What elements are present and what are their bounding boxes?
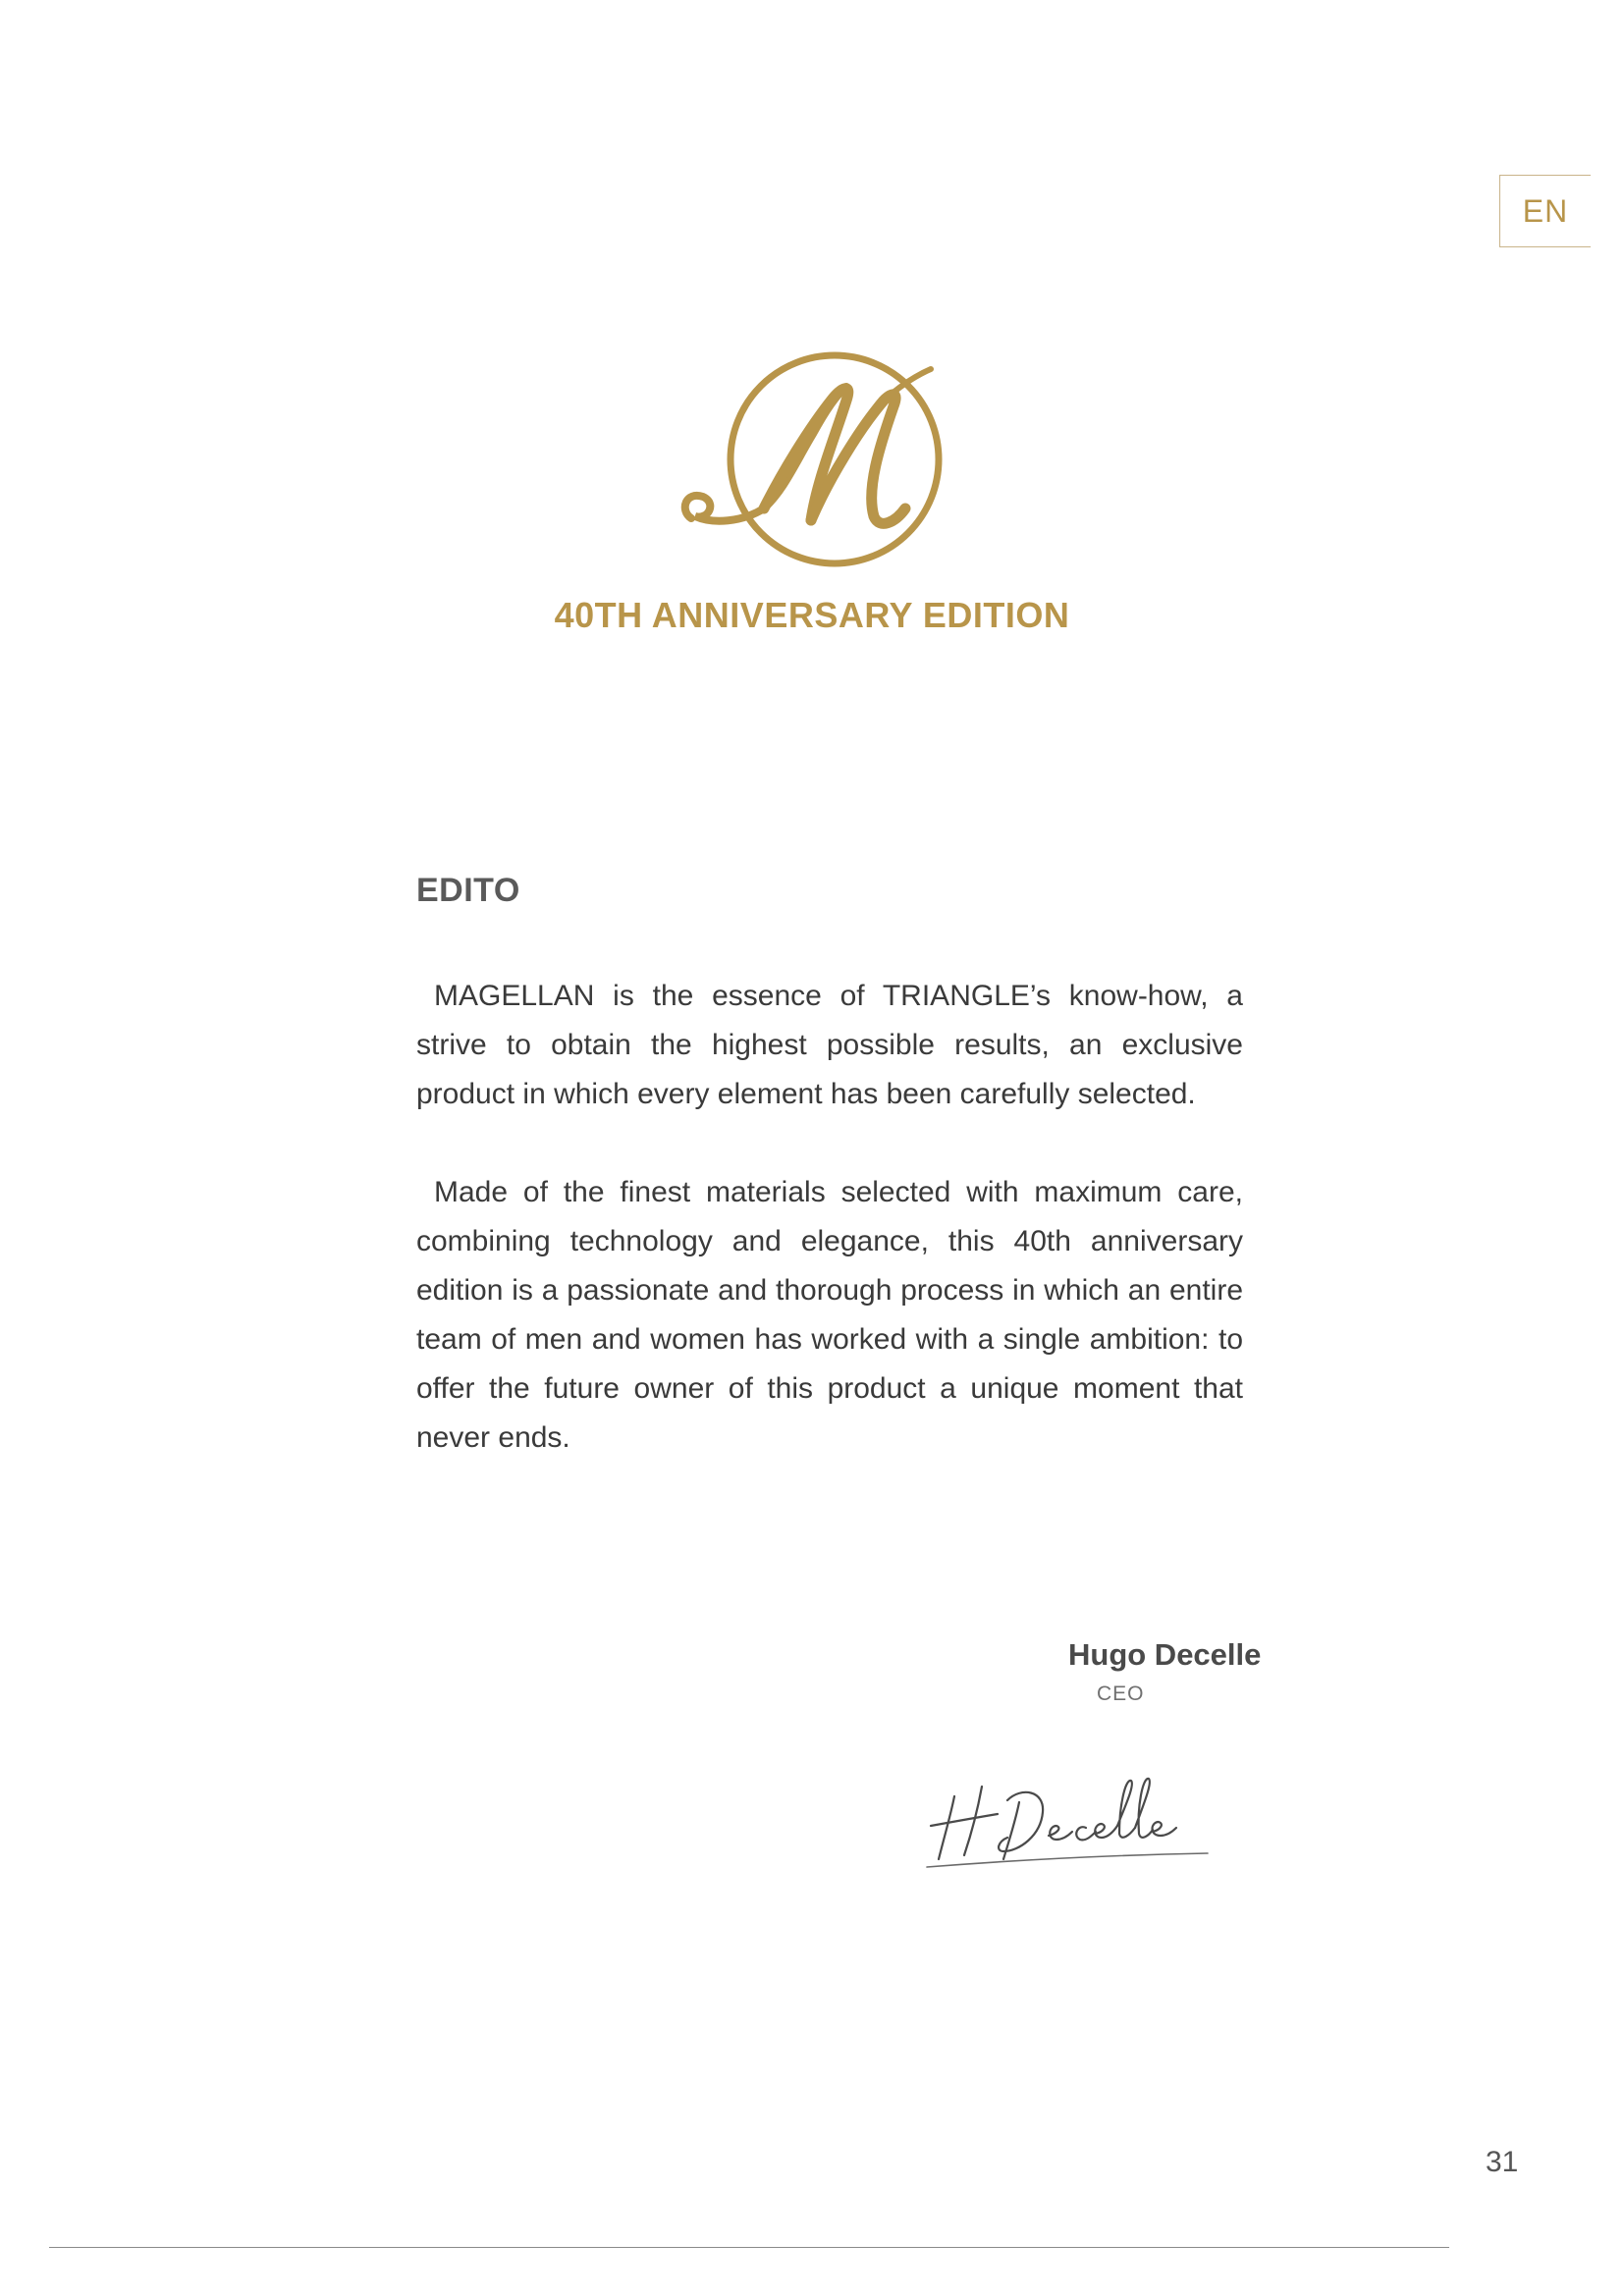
edition-title: 40TH ANNIVERSARY EDITION (554, 595, 1070, 635)
language-tag: EN (1499, 175, 1591, 247)
signatory-name: Hugo Decelle (1068, 1637, 1262, 1672)
footer-divider (49, 2247, 1449, 2248)
signatory-role: CEO (1097, 1682, 1145, 1705)
magellan-monogram-icon (674, 344, 968, 579)
handwritten-signature-icon (913, 1757, 1227, 1875)
section-heading: EDITO (416, 872, 520, 909)
edito-paragraph-1: MAGELLAN is the essence of TRIANGLE’s know-how, a strive to obtain the highest possible results, an exclusive product in which every element has been carefully selected. (416, 980, 1243, 1110)
page-number: 31 (1486, 2146, 1519, 2178)
edito-paragraph-2: Made of the finest materials selected with maximum care, combining technology and elegance, this 40th anniversary edition is a passionate and thorough process in which an entire team of men and women has worked with a single ambition: to offer the future owner of this product a unique moment that never ends. (416, 1176, 1243, 1454)
